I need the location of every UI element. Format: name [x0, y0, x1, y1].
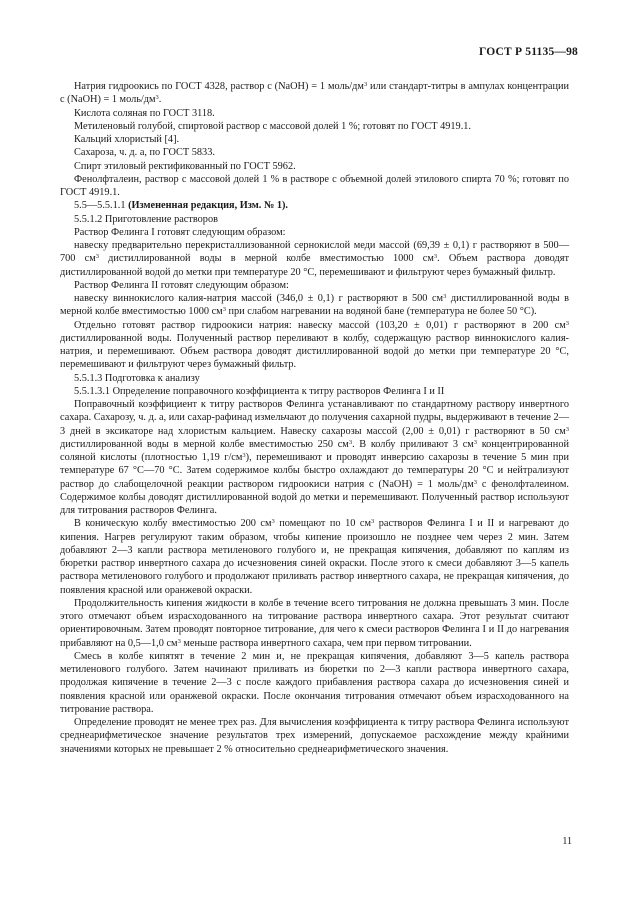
page-number: 11: [562, 836, 572, 847]
paragraph: навеску виннокислого калия-натрия массой (346,0 ± 0,1) г растворяют в 500 $см^3$ дистиллированной воды в мерной колбе вместимостью 1000 $см^3$ при слабом нагревании на водяной бане (температура не более 50 °С).: [60, 293, 570, 318]
section-heading: 5.5.1.3.1 Определение поправочного коэффициента к титру растворов Фелинга I и II: [74, 385, 445, 397]
paragraph: навеску предварительно перекристаллизованной сернокислой меди массой (69,39 ± 0,1) г растворяют в 500—700 $см^3$ дистиллированной воды в мерной колбе вместимостью 1000 $см^3$. Объем раствора доводят дистиллированной водой до метки при температуре 20 °С, перемешивают и фильтруют через бумажный фильтр.: [60, 240, 569, 278]
paragraph: Сахароза, ч. д. а, по ГОСТ 5833.: [74, 147, 215, 159]
paragraph: Раствор Фелинга II готовят следующим образом:: [74, 279, 289, 291]
section-heading: 5.5.1.3 Подготовка к анализу: [74, 372, 200, 384]
paragraph: Спирт этиловый ректификованный по ГОСТ 5962.: [74, 160, 296, 172]
section-heading: 5.5.1.2 Приготовление растворов: [74, 213, 218, 225]
paragraph: Отдельно готовят раствор гидроокиси натрия: навеску массой (103,20 ± 0,01) г растворяют в 200 $см^3$ дистиллированной воды. Полученный раствор переливают в колбу, содержащую раствор виннокислого калия-натрия, и перемешивают. Объем раствора доводят дистиллированной водой до метки при температуре 20 °С, перемешивают и фильтруют через бумажный фильтр.: [60, 319, 569, 371]
paragraph: Продолжительность кипения жидкости в колбе в течение всего титрования не должна превышать 3 мин. После этого отмечают объем израсходованного на титрование раствора инвертного сахара. Этот результат считают ориентировочным. Затем проводят повторное титрование, для чего к смеси растворов Фелинга I и II до нагревания прибавляют на 0,5—1,0 $см^3$ меньше раствора инвертного сахара, чем при первом титровании.: [60, 597, 569, 649]
standard-designation: ГОСТ Р 51135—98: [479, 46, 578, 58]
paragraph: В коническую колбу вместимостью 200 $см^3$ помещают по 10 $см^3$ растворов Фелинга I и II и нагревают до кипения. Нагрев регулируют таким образом, чтобы кипение произошло не позднее чем через 2 мин. Затем добавляют 2—3 капли раствора метиленового голубого и, не прекращая кипячения, добавляют по каплям из бюретки раствор инвертного сахара до исчезновения синей окраски. После этого к смеси добавляют 3—5 капель раствора метиленового голубого и продолжают приливать раствор инвертного сахара, не прекращая кипячения, до появления красной или оранжевой окраски.: [60, 518, 569, 596]
paragraph: Смесь в колбе кипятят в течение 2 мин и, не прекращая кипячения, добавляют 3—5 капель раствора метиленового голубого. Затем начинают приливать из бюретки по 2—3 капли раствора инвертного сахара, продолжая кипячение в течение 2—3 с после каждого прибавления раствора сахара до исчезновения синей и появления красной или оранжевой окраски. После окончания титрования отмечают объем израсходованного на титрование раствора.: [60, 650, 569, 715]
paragraph: Натрия гидроокись по ГОСТ 4328, раствор c (NaOH) = 1 моль/$дм^3$ или стандарт-титры в ампулах концентрации c (NaOH) = 1 моль/$дм^3$.: [60, 81, 569, 106]
paragraph: Кальций хлористый [4].: [74, 134, 180, 145]
body-text: [60, 80, 569, 756]
paragraph: Определение проводят не менее трех раз. Для вычисления коэффициента к титру раствора Фелинга используют среднеарифметическое значение результатов трех измерений, допускаемое расхождение между крайними значениями которых не превышает 2 % относительно среднеарифметического значения.: [60, 717, 569, 755]
paragraph: Кислота соляная по ГОСТ 3118.: [74, 107, 215, 119]
paragraph: Поправочный коэффициент к титру растворов Фелинга устанавливают по стандартному раствору инвертного сахара. Сахарозу, ч. д. а, или сахар-рафинад измельчают до получения сахарной пудры, выдерживают в течение 2—3 дней в эксикаторе над хлористым кальцием. Навеску сахарозы массой (2,00 ± 0,01) г растворяют в 50 $см^3$ дистиллированной воды в мерной колбе вместимостью 250 $см^3$. В колбу приливают 3 $см^3$ концентрированной соляной кислоты (плотностью 1,19 $г/см^3$), перемешивают и проводят инверсию сахарозы в течение 5 мин при температуре 67 °С—70 °С. Затем содержимое колбы быстро охлаждают до температуры 20 °С и нейтрализуют раствор до слабощелочной реакции раствором гидроокиси натрия c (NaOH) = 1 моль/$дм^3$ с фенолфталеином. Содержимое колбы доводят дистиллированной водой до метки и перемешивают. Полученный раствор используют для титрования растворов Фелинга.: [60, 399, 569, 516]
paragraph: Раствор Фелинга I готовят следующим образом:: [74, 226, 286, 238]
paragraph: Фенолфталеин, раствор с массовой долей 1 % в растворе с объемной долей этилового спирта 70 %; готовят по ГОСТ 4919.1.: [60, 173, 569, 198]
paragraph: Метиленовый голубой, спиртовой раствор с массовой долей 1 %; готовят по ГОСТ 4919.1.: [74, 120, 471, 132]
amendment-note: 5.5—5.5.1.1 (Измененная редакция, Изм. № 1).: [74, 200, 289, 212]
